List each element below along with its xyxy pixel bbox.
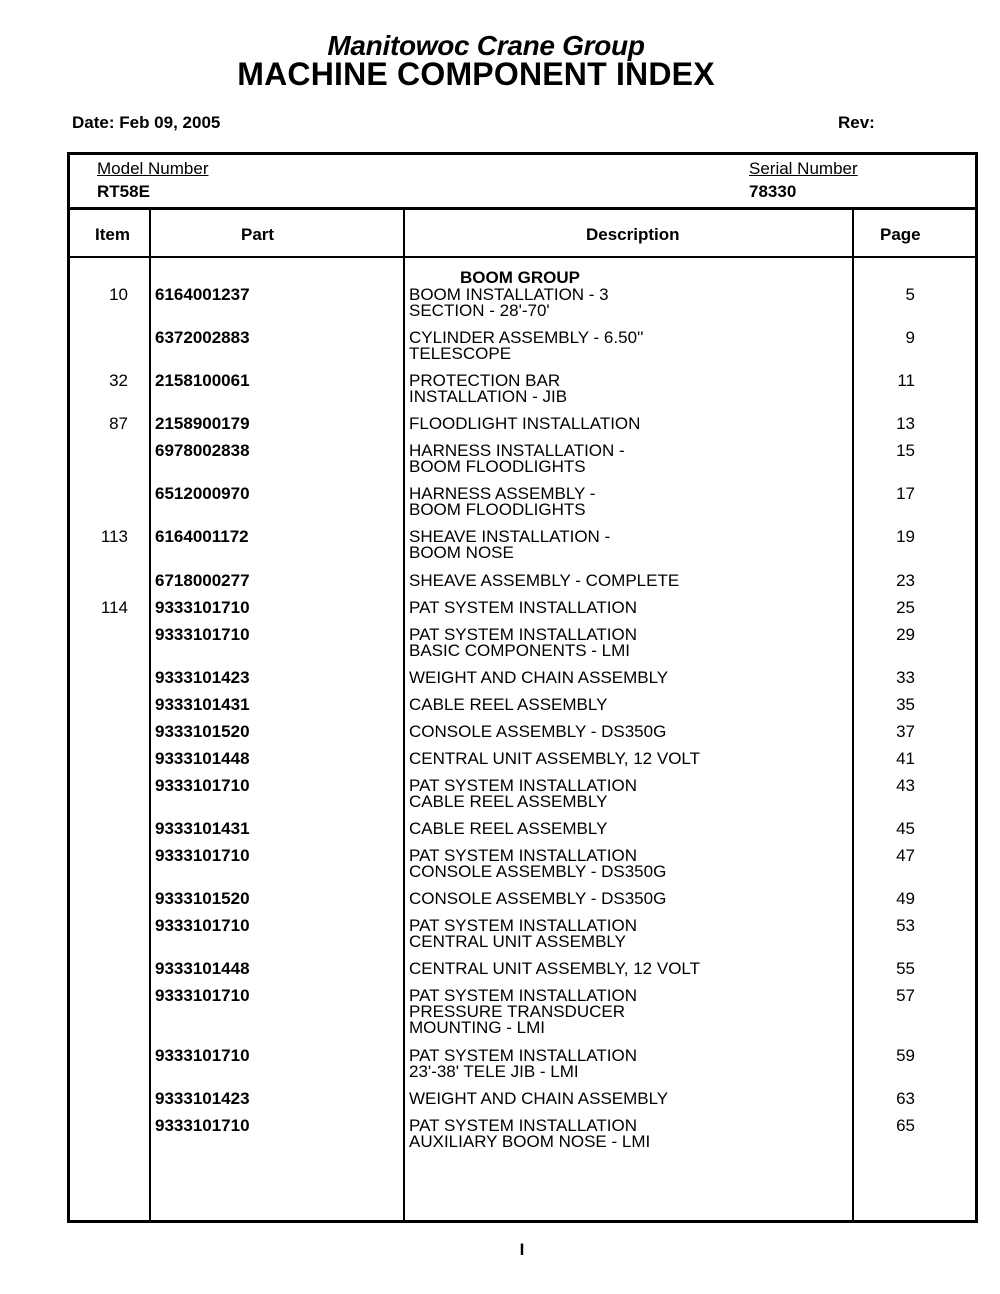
description-line: PAT SYSTEM INSTALLATION — [409, 776, 637, 795]
description-line: CABLE REEL ASSEMBLY — [409, 792, 608, 811]
part-number: 9333101710 — [155, 846, 250, 865]
page-reference: 33 — [896, 668, 915, 687]
page-reference: 41 — [896, 749, 915, 768]
part-number: 9333101710 — [155, 625, 250, 644]
page-reference: 13 — [896, 414, 915, 433]
description-line: BOOM INSTALLATION - 3 — [409, 285, 609, 304]
column-divider-description — [852, 210, 854, 1220]
page-reference: 23 — [896, 571, 915, 590]
model-number-label: Model Number — [97, 159, 209, 178]
column-header-part: Part — [241, 225, 275, 244]
part-number: 9333101710 — [155, 598, 250, 617]
page-reference: 29 — [896, 625, 915, 644]
description-line: AUXILIARY BOOM NOSE - LMI — [409, 1132, 651, 1151]
column-header-divider — [70, 256, 975, 258]
serial-number-label: Serial Number — [749, 159, 858, 178]
item-number: 87 — [109, 414, 128, 433]
description — [409, 891, 849, 907]
description — [409, 1091, 849, 1107]
description-line: WEIGHT AND CHAIN ASSEMBLY — [409, 668, 669, 687]
description — [409, 330, 849, 362]
description — [409, 670, 849, 686]
page-title: MACHINE COMPONENT INDEX — [237, 56, 715, 92]
part-number: 9333101448 — [155, 959, 250, 978]
header-divider — [70, 207, 975, 210]
description — [409, 961, 849, 977]
description-line: 23'-38' TELE JIB - LMI — [409, 1062, 579, 1081]
description — [409, 1118, 849, 1150]
description — [409, 778, 849, 810]
item-number: 114 — [100, 598, 128, 617]
description-line: CONSOLE ASSEMBLY - DS350G — [409, 862, 667, 881]
page-number: I — [519, 1240, 525, 1259]
description-line: HARNESS INSTALLATION - — [409, 441, 625, 460]
part-number: 6372002883 — [155, 328, 250, 347]
description — [409, 416, 849, 432]
page-reference: 59 — [896, 1046, 915, 1065]
part-number: 6718000277 — [155, 571, 250, 590]
part-number: 9333101431 — [155, 695, 250, 714]
description-line: PROTECTION BAR — [409, 371, 561, 390]
column-header-page: Page — [880, 225, 921, 244]
description — [409, 287, 849, 319]
description-line: CABLE REEL ASSEMBLY — [409, 695, 608, 714]
item-number: 113 — [100, 527, 128, 546]
column-header-description: Description — [586, 225, 680, 244]
page-reference: 19 — [896, 527, 915, 546]
page-reference: 35 — [896, 695, 915, 714]
description-line: PAT SYSTEM INSTALLATION — [409, 916, 637, 935]
description — [409, 918, 849, 950]
description-line: BOOM NOSE — [409, 543, 514, 562]
description-line: WEIGHT AND CHAIN ASSEMBLY — [409, 1089, 669, 1108]
serial-number-value: 78330 — [749, 182, 797, 201]
part-number: 9333101423 — [155, 1089, 250, 1108]
description — [409, 697, 849, 713]
component-table — [67, 152, 978, 1223]
description — [409, 486, 849, 518]
item-number: 32 — [109, 371, 128, 390]
page-reference: 63 — [896, 1089, 915, 1108]
page-reference: 25 — [896, 598, 915, 617]
description-line: BASIC COMPONENTS - LMI — [409, 641, 631, 660]
model-number-value: RT58E — [97, 182, 150, 201]
page-reference: 43 — [896, 776, 915, 795]
part-number: 9333101710 — [155, 986, 250, 1005]
part-number: 9333101710 — [155, 1116, 250, 1135]
description-line: PAT SYSTEM INSTALLATION — [409, 846, 637, 865]
part-number: 9333101448 — [155, 749, 250, 768]
description — [409, 443, 849, 475]
date-label: Date: Feb 09, 2005 — [72, 113, 221, 132]
description-line: CENTRAL UNIT ASSEMBLY, 12 VOLT — [409, 959, 700, 978]
description-line: PAT SYSTEM INSTALLATION — [409, 1116, 637, 1135]
column-divider-item — [149, 210, 151, 1220]
column-divider-part — [403, 210, 405, 1220]
item-number: 10 — [109, 285, 128, 304]
description-line: CONSOLE ASSEMBLY - DS350G — [409, 889, 667, 908]
description-line: PAT SYSTEM INSTALLATION — [409, 625, 637, 644]
page-reference: 53 — [896, 916, 915, 935]
page-reference: 57 — [896, 986, 915, 1005]
description — [409, 1048, 849, 1080]
description-line: HARNESS ASSEMBLY - — [409, 484, 596, 503]
page-reference: 11 — [897, 371, 915, 390]
description-line: PAT SYSTEM INSTALLATION — [409, 598, 637, 617]
part-number: 9333101710 — [155, 916, 250, 935]
part-number: 2158900179 — [155, 414, 250, 433]
part-number: 6512000970 — [155, 484, 250, 503]
description — [409, 724, 849, 740]
part-number: 9333101710 — [155, 1046, 250, 1065]
description — [409, 529, 849, 561]
description — [409, 573, 849, 589]
description-line: PAT SYSTEM INSTALLATION — [409, 1046, 637, 1065]
description — [409, 821, 849, 837]
description — [409, 373, 849, 405]
description-line: BOOM FLOODLIGHTS — [409, 500, 586, 519]
page-reference: 45 — [896, 819, 915, 838]
part-number: 6978002838 — [155, 441, 250, 460]
description-line: SECTION - 28'-70' — [409, 301, 550, 320]
part-number: 2158100061 — [155, 371, 250, 390]
rev-label: Rev: — [838, 113, 875, 132]
description — [409, 848, 849, 880]
page-reference: 15 — [896, 441, 915, 460]
description-line: TELESCOPE — [409, 344, 512, 363]
description-line: CABLE REEL ASSEMBLY — [409, 819, 608, 838]
description-line: PRESSURE TRANSDUCER — [409, 1002, 626, 1021]
description-line: CENTRAL UNIT ASSEMBLY — [409, 932, 626, 951]
description-line: BOOM FLOODLIGHTS — [409, 457, 586, 476]
part-number: 6164001172 — [155, 527, 249, 546]
description — [409, 751, 849, 767]
company-name: Manitowoc Crane Group — [327, 30, 645, 61]
part-number: 9333101520 — [155, 889, 250, 908]
page-reference: 17 — [896, 484, 915, 503]
description-line: CYLINDER ASSEMBLY - 6.50'' — [409, 328, 644, 347]
description-line: PAT SYSTEM INSTALLATION — [409, 986, 637, 1005]
page-reference: 37 — [896, 722, 915, 741]
page-reference: 65 — [896, 1116, 915, 1135]
description — [409, 627, 849, 659]
part-number: 9333101431 — [155, 819, 250, 838]
part-number: 9333101520 — [155, 722, 250, 741]
description-line: MOUNTING - LMI — [409, 1018, 545, 1037]
group-heading: BOOM GROUP — [460, 268, 580, 287]
page-reference: 55 — [896, 959, 915, 978]
description-line: CENTRAL UNIT ASSEMBLY, 12 VOLT — [409, 749, 700, 768]
part-number: 6164001237 — [155, 285, 250, 304]
column-header-item: Item — [95, 225, 130, 244]
page-reference: 49 — [896, 889, 915, 908]
part-number: 9333101710 — [155, 776, 250, 795]
page-reference: 9 — [905, 328, 915, 347]
description-line: CONSOLE ASSEMBLY - DS350G — [409, 722, 667, 741]
description-line: SHEAVE ASSEMBLY - COMPLETE — [409, 571, 680, 590]
description — [409, 988, 849, 1036]
description-line: SHEAVE INSTALLATION - — [409, 527, 611, 546]
description — [409, 600, 849, 616]
description-line: INSTALLATION - JIB — [409, 387, 568, 406]
description-line: FLOODLIGHT INSTALLATION — [409, 414, 641, 433]
part-number: 9333101423 — [155, 668, 250, 687]
page-reference: 47 — [896, 846, 915, 865]
page-reference: 5 — [905, 285, 915, 304]
